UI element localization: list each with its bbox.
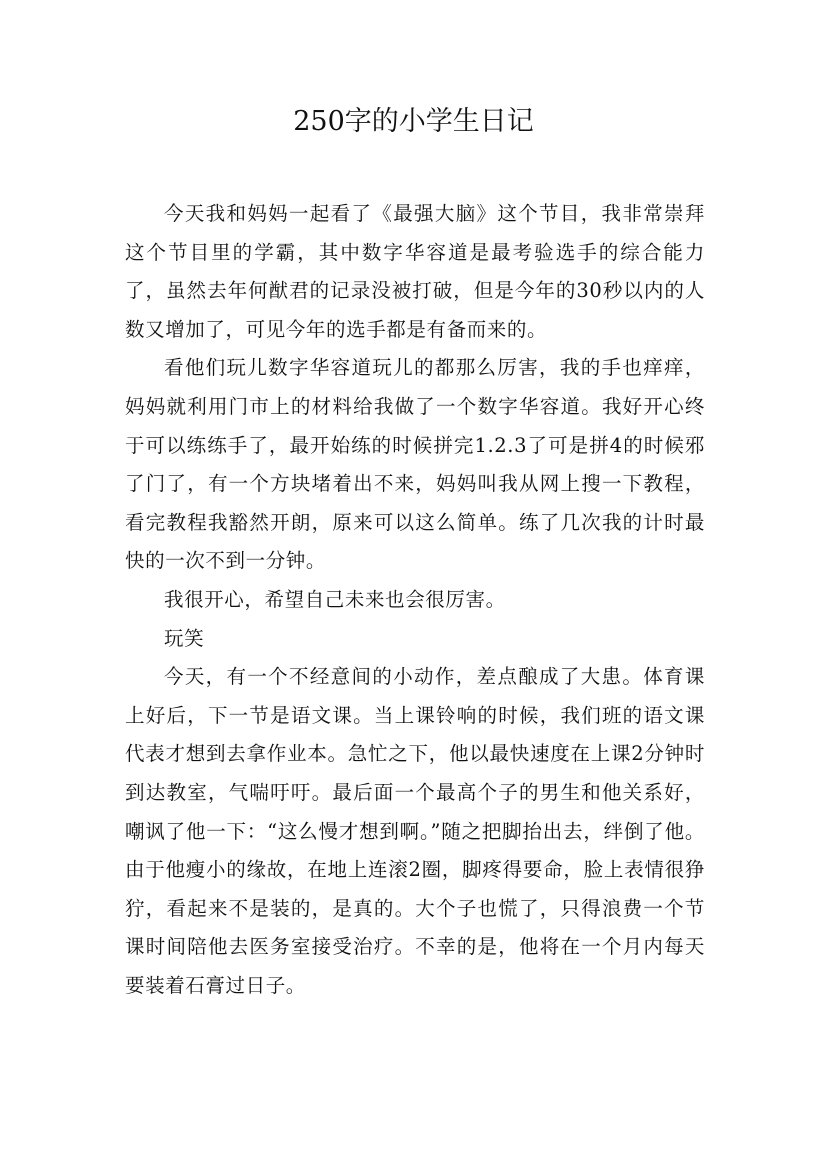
section-heading: 玩笑 <box>164 626 205 650</box>
paragraph-3: 我很开心，希望自己未来也会很厉害。 <box>164 587 506 611</box>
paragraph-1: 今天我和妈妈一起看了《最强大脑》这个节目，我非常崇拜这个节目里的学霸，其中数字华容道是最考验选手的综合能力了，虽然去年何猷君的记录没被打破，但是今年的30秒以内的人数又增加了，可见今年的选手都是有备而来的。 <box>125 202 705 341</box>
paragraph-4: 今天，有一个不经意间的小动作，差点酿成了大患。体育课上好后，下一节是语文课。当上课铃响的时候，我们班的语文课代表才想到去拿作业本。急忙之下，他以最快速度在上课2分钟时到达教室，气喘吁吁。最后面一个最高个子的男生和他关系好，嘲讽了他一下：“这么慢才想到啊。”随之把脚抬出去，绊倒了他。由于他瘦小的缘故，在地上连滚2圈，脚疼得要命，脸上表情很狰狞，看起来不是装的，是真的。大个子也慌了，只得浪费一个节课时间陪他去医务室接受治疗。不幸的是，他将在一个月内每天要装着石膏过日子。 <box>125 665 705 997</box>
document-body <box>125 195 705 1005</box>
paragraph-2: 看他们玩儿数字华容道玩儿的都那么厉害，我的手也痒痒，妈妈就利用门市上的材料给我做了一个数字华容道。我好开心终于可以练练手了，最开始练的时候拼完1.2.3了可是拼4的时候邪了门了，有一个方块堵着出不来，妈妈叫我从网上搜一下教程，看完教程我豁然开朗，原来可以这么简单。练了几次我的计时最快的一次不到一分钟。 <box>125 356 705 573</box>
document-title: 250字的小学生日记 <box>293 106 534 137</box>
